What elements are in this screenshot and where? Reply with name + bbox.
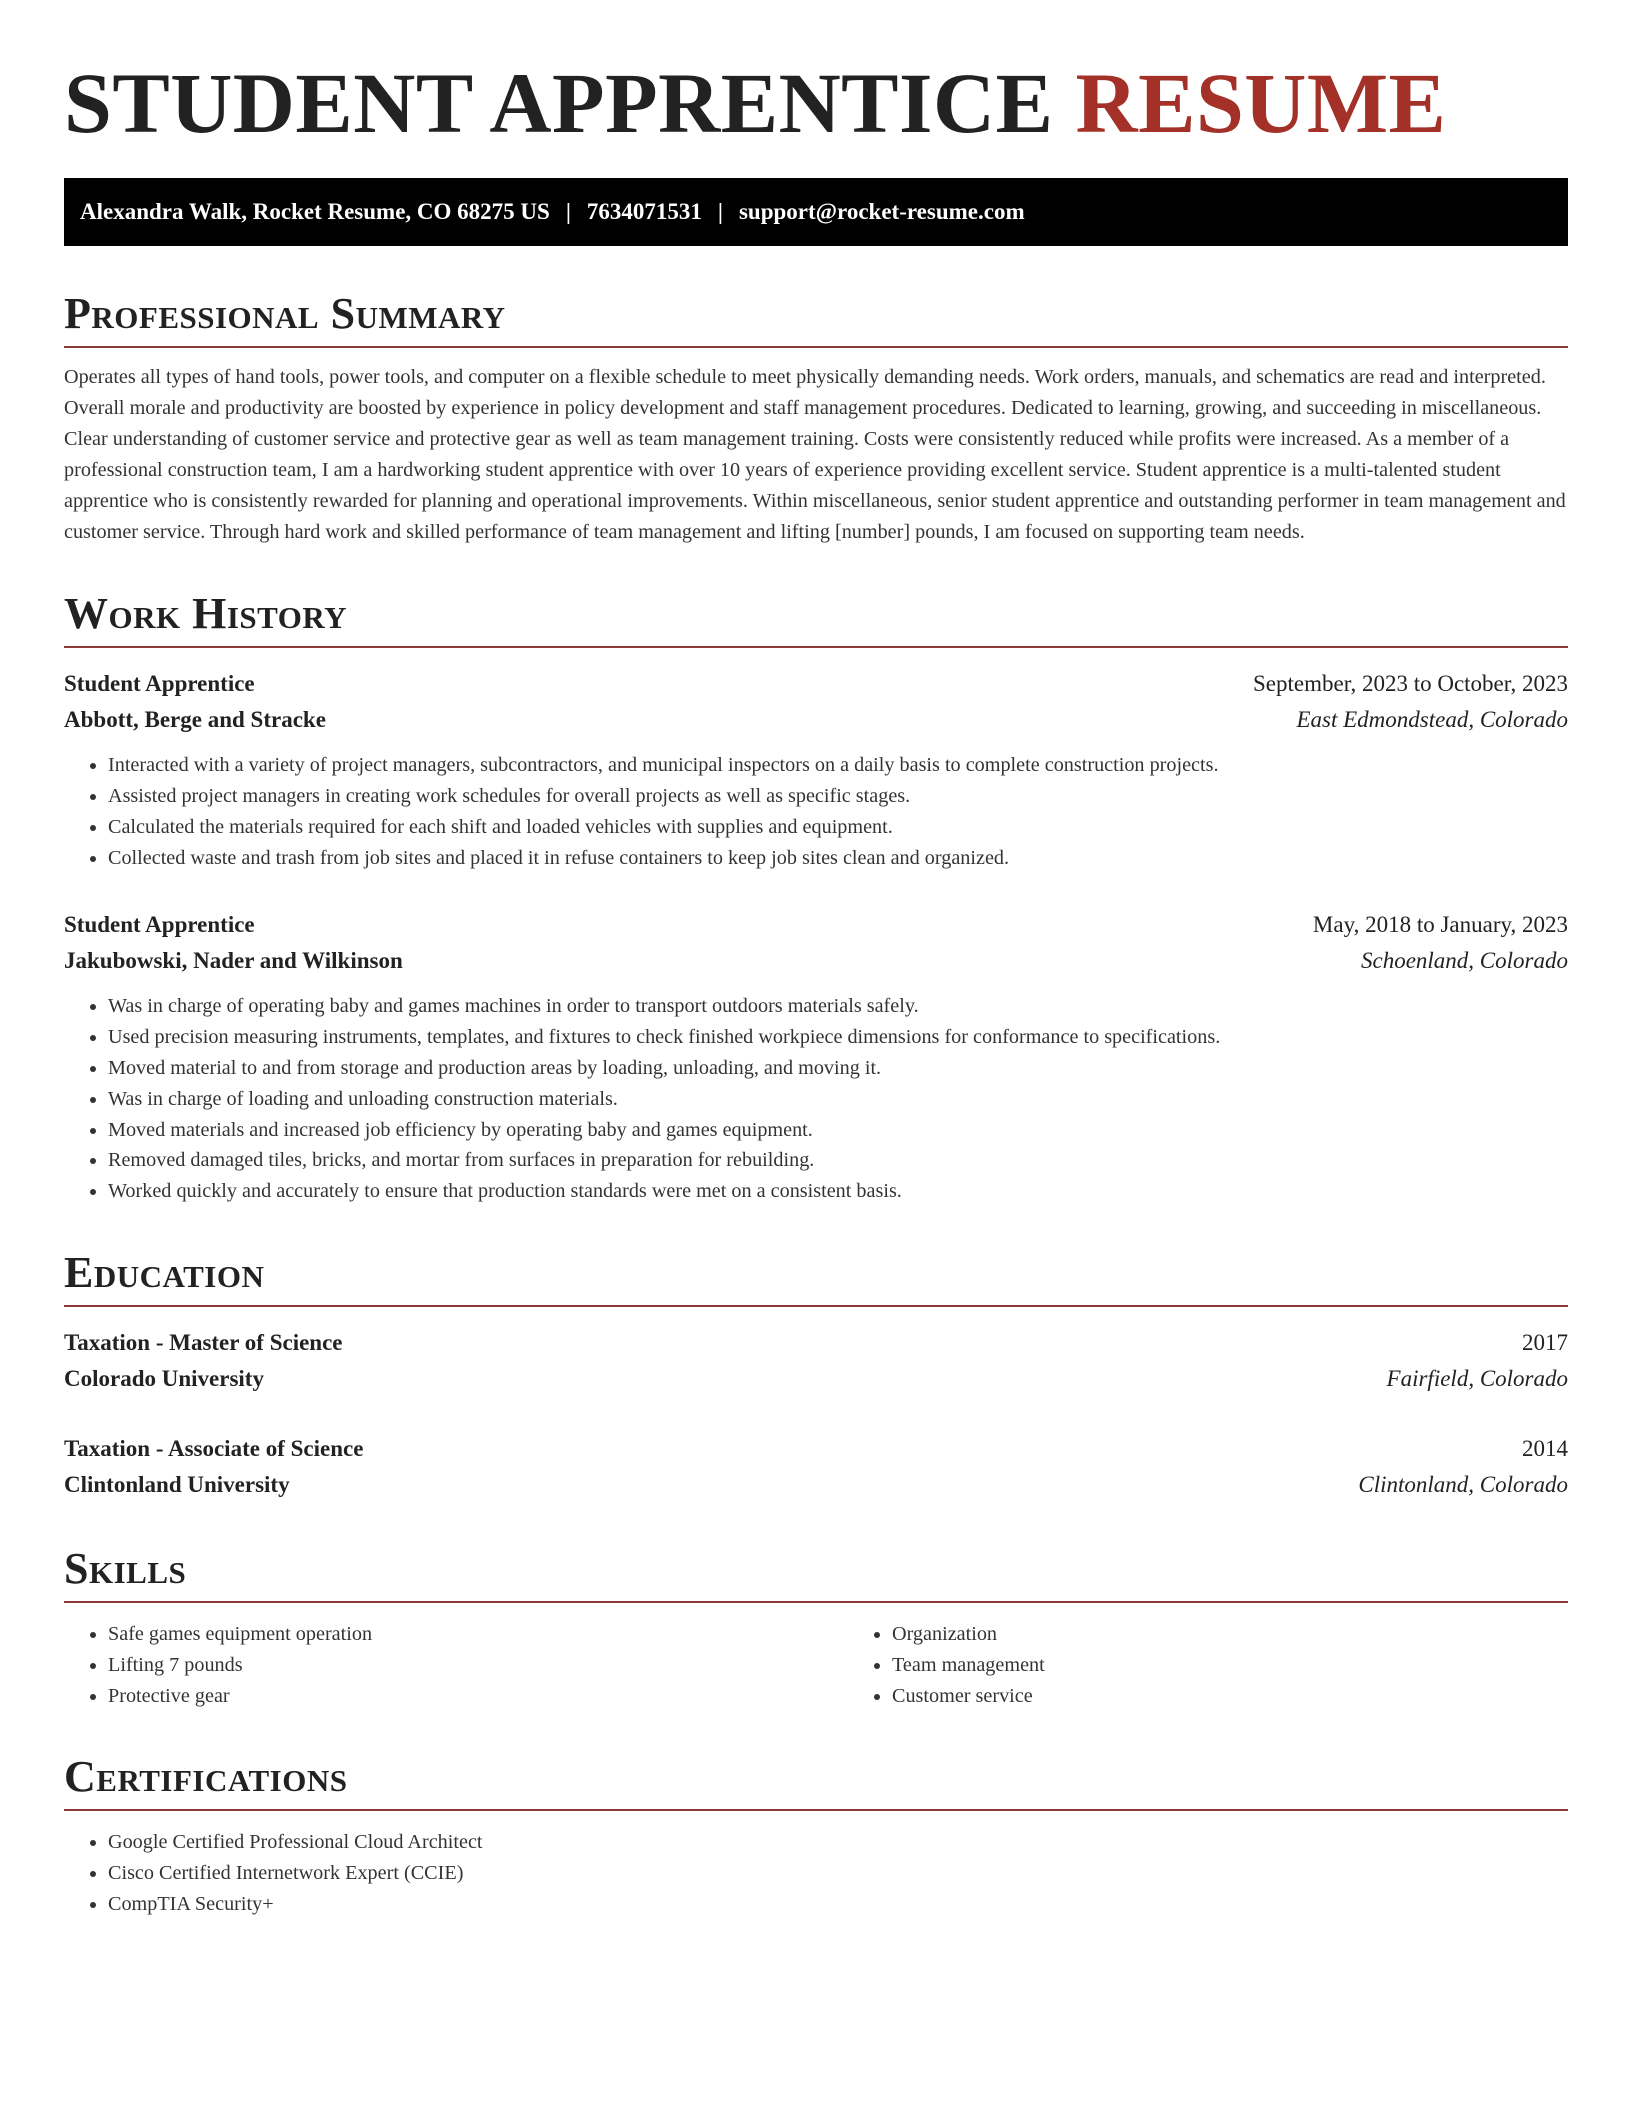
certifications-section — [64, 1752, 1568, 1919]
job-title: Student Apprentice — [64, 671, 255, 697]
contact-phone[interactable]: 7634071531 — [586, 199, 702, 225]
graduation-year: 2014 — [1522, 1436, 1568, 1462]
title-main: STUDENT APPRENTICE — [64, 55, 1054, 151]
contact-email[interactable]: support@rocket-resume.com — [738, 199, 1025, 225]
degree: Taxation - Master of Science — [64, 1330, 343, 1356]
summary-text: Operates all types of hand tools, power tools, and computer on a flexible schedule to meet physically demanding needs. Work orders, manuals, and schematics are read and interpreted. Overall morale and productivity are boosted by experience in policy development and staff management procedures. Dedicated to learning, growing, and succeeding in miscellaneous. Clear understanding of customer service and protective gear as well as team management training. Costs were consistently reduced while profits were increased. As a member of a professional construction team, I am a hardworking student apprentice with over 10 years of experience providing excellent service. Student apprentice is a multi-talented student apprentice who is consistently rewarded for planning and operational improvements. Within miscellaneous, senior student apprentice and outstanding performer in team management and customer service. Through hard work and skilled performance of team management and lifting [number] pounds, I am focused on supporting team needs. — [64, 366, 1566, 544]
section-heading: Skills — [64, 1547, 1568, 1603]
job-title: Student Apprentice — [64, 912, 255, 938]
job-dates: May, 2018 to January, 2023 — [1312, 912, 1568, 938]
school-location: Fairfield, Colorado — [1386, 1366, 1568, 1392]
contact-separator: | — [717, 199, 723, 225]
skill-item: • Team management — [892, 1650, 1568, 1681]
school-location: Clintonland, Colorado — [1358, 1472, 1568, 1498]
list-item: • Calculated the materials required for each shift and loaded vehicles with supplies and equipment. — [108, 812, 1568, 843]
job-entry — [64, 666, 1568, 873]
list-item: • Removed damaged tiles, bricks, and mortar from surfaces in preparation for rebuilding. — [108, 1145, 1568, 1176]
resume-title — [64, 55, 1568, 151]
education-entry — [64, 1431, 1568, 1503]
contact-address: Alexandra Walk, Rocket Resume, CO 68275 US — [80, 199, 550, 225]
skill-item: • Protective gear — [108, 1681, 848, 1712]
job-bullets — [64, 750, 1568, 873]
section-heading: Education — [64, 1251, 1568, 1307]
list-item: • Moved material to and from storage and production areas by loading, unloading, and moving it. — [108, 1053, 1568, 1084]
certification-item: • Cisco Certified Internetwork Expert (CCIE) — [108, 1858, 1568, 1889]
work-history-section — [64, 589, 1568, 1207]
job-bullets — [64, 991, 1568, 1207]
section-heading: Certifications — [64, 1755, 1568, 1811]
list-item: • Moved materials and increased job efficiency by operating baby and games equipment. — [108, 1115, 1568, 1146]
skills-columns — [64, 1619, 1568, 1711]
job-entry — [64, 907, 1568, 1207]
skill-item: • Lifting 7 pounds — [108, 1650, 848, 1681]
certifications-list — [64, 1827, 1568, 1919]
skills-list-left — [64, 1619, 848, 1711]
list-item: • Used precision measuring instruments, templates, and fixtures to check finished workpiece dimensions for conformance to specifications. — [108, 1022, 1568, 1053]
contact-separator: | — [565, 199, 571, 225]
contact-bar — [64, 178, 1568, 246]
skill-item: • Customer service — [892, 1681, 1568, 1712]
list-item: • Collected waste and trash from job sites and placed it in refuse containers to keep job sites clean and organized. — [108, 843, 1568, 874]
job-company: Jakubowski, Nader and Wilkinson — [64, 948, 403, 974]
degree: Taxation - Associate of Science — [64, 1436, 364, 1462]
section-heading: Work History — [64, 592, 1568, 648]
job-location: East Edmondstead, Colorado — [1296, 707, 1568, 733]
education-entry — [64, 1325, 1568, 1397]
professional-summary-section — [64, 289, 1568, 548]
list-item: • Assisted project managers in creating work schedules for overall projects as well as specific stages. — [108, 781, 1568, 812]
list-item: • Worked quickly and accurately to ensure that production standards were met on a consistent basis. — [108, 1176, 1568, 1207]
skill-item: • Organization — [892, 1619, 1568, 1650]
list-item: • Was in charge of operating baby and games machines in order to transport outdoors materials safely. — [108, 991, 1568, 1022]
job-company: Abbott, Berge and Stracke — [64, 707, 326, 733]
certification-item: • CompTIA Security+ — [108, 1889, 1568, 1920]
section-heading: Professional Summary — [64, 292, 1568, 348]
list-item: • Interacted with a variety of project managers, subcontractors, and municipal inspectors on a daily basis to complete construction projects. — [108, 750, 1568, 781]
certification-item: • Google Certified Professional Cloud Architect — [108, 1827, 1568, 1858]
school: Colorado University — [64, 1366, 264, 1392]
list-item: • Was in charge of loading and unloading construction materials. — [108, 1084, 1568, 1115]
skills-section — [64, 1544, 1568, 1711]
education-section — [64, 1248, 1568, 1503]
school: Clintonland University — [64, 1472, 290, 1498]
job-dates: September, 2023 to October, 2023 — [1253, 671, 1568, 697]
job-location: Schoenland, Colorado — [1361, 948, 1568, 974]
title-accent: RESUME — [1075, 55, 1447, 151]
graduation-year: 2017 — [1522, 1330, 1568, 1356]
skill-item: • Safe games equipment operation — [108, 1619, 848, 1650]
skills-list-right — [848, 1619, 1568, 1711]
